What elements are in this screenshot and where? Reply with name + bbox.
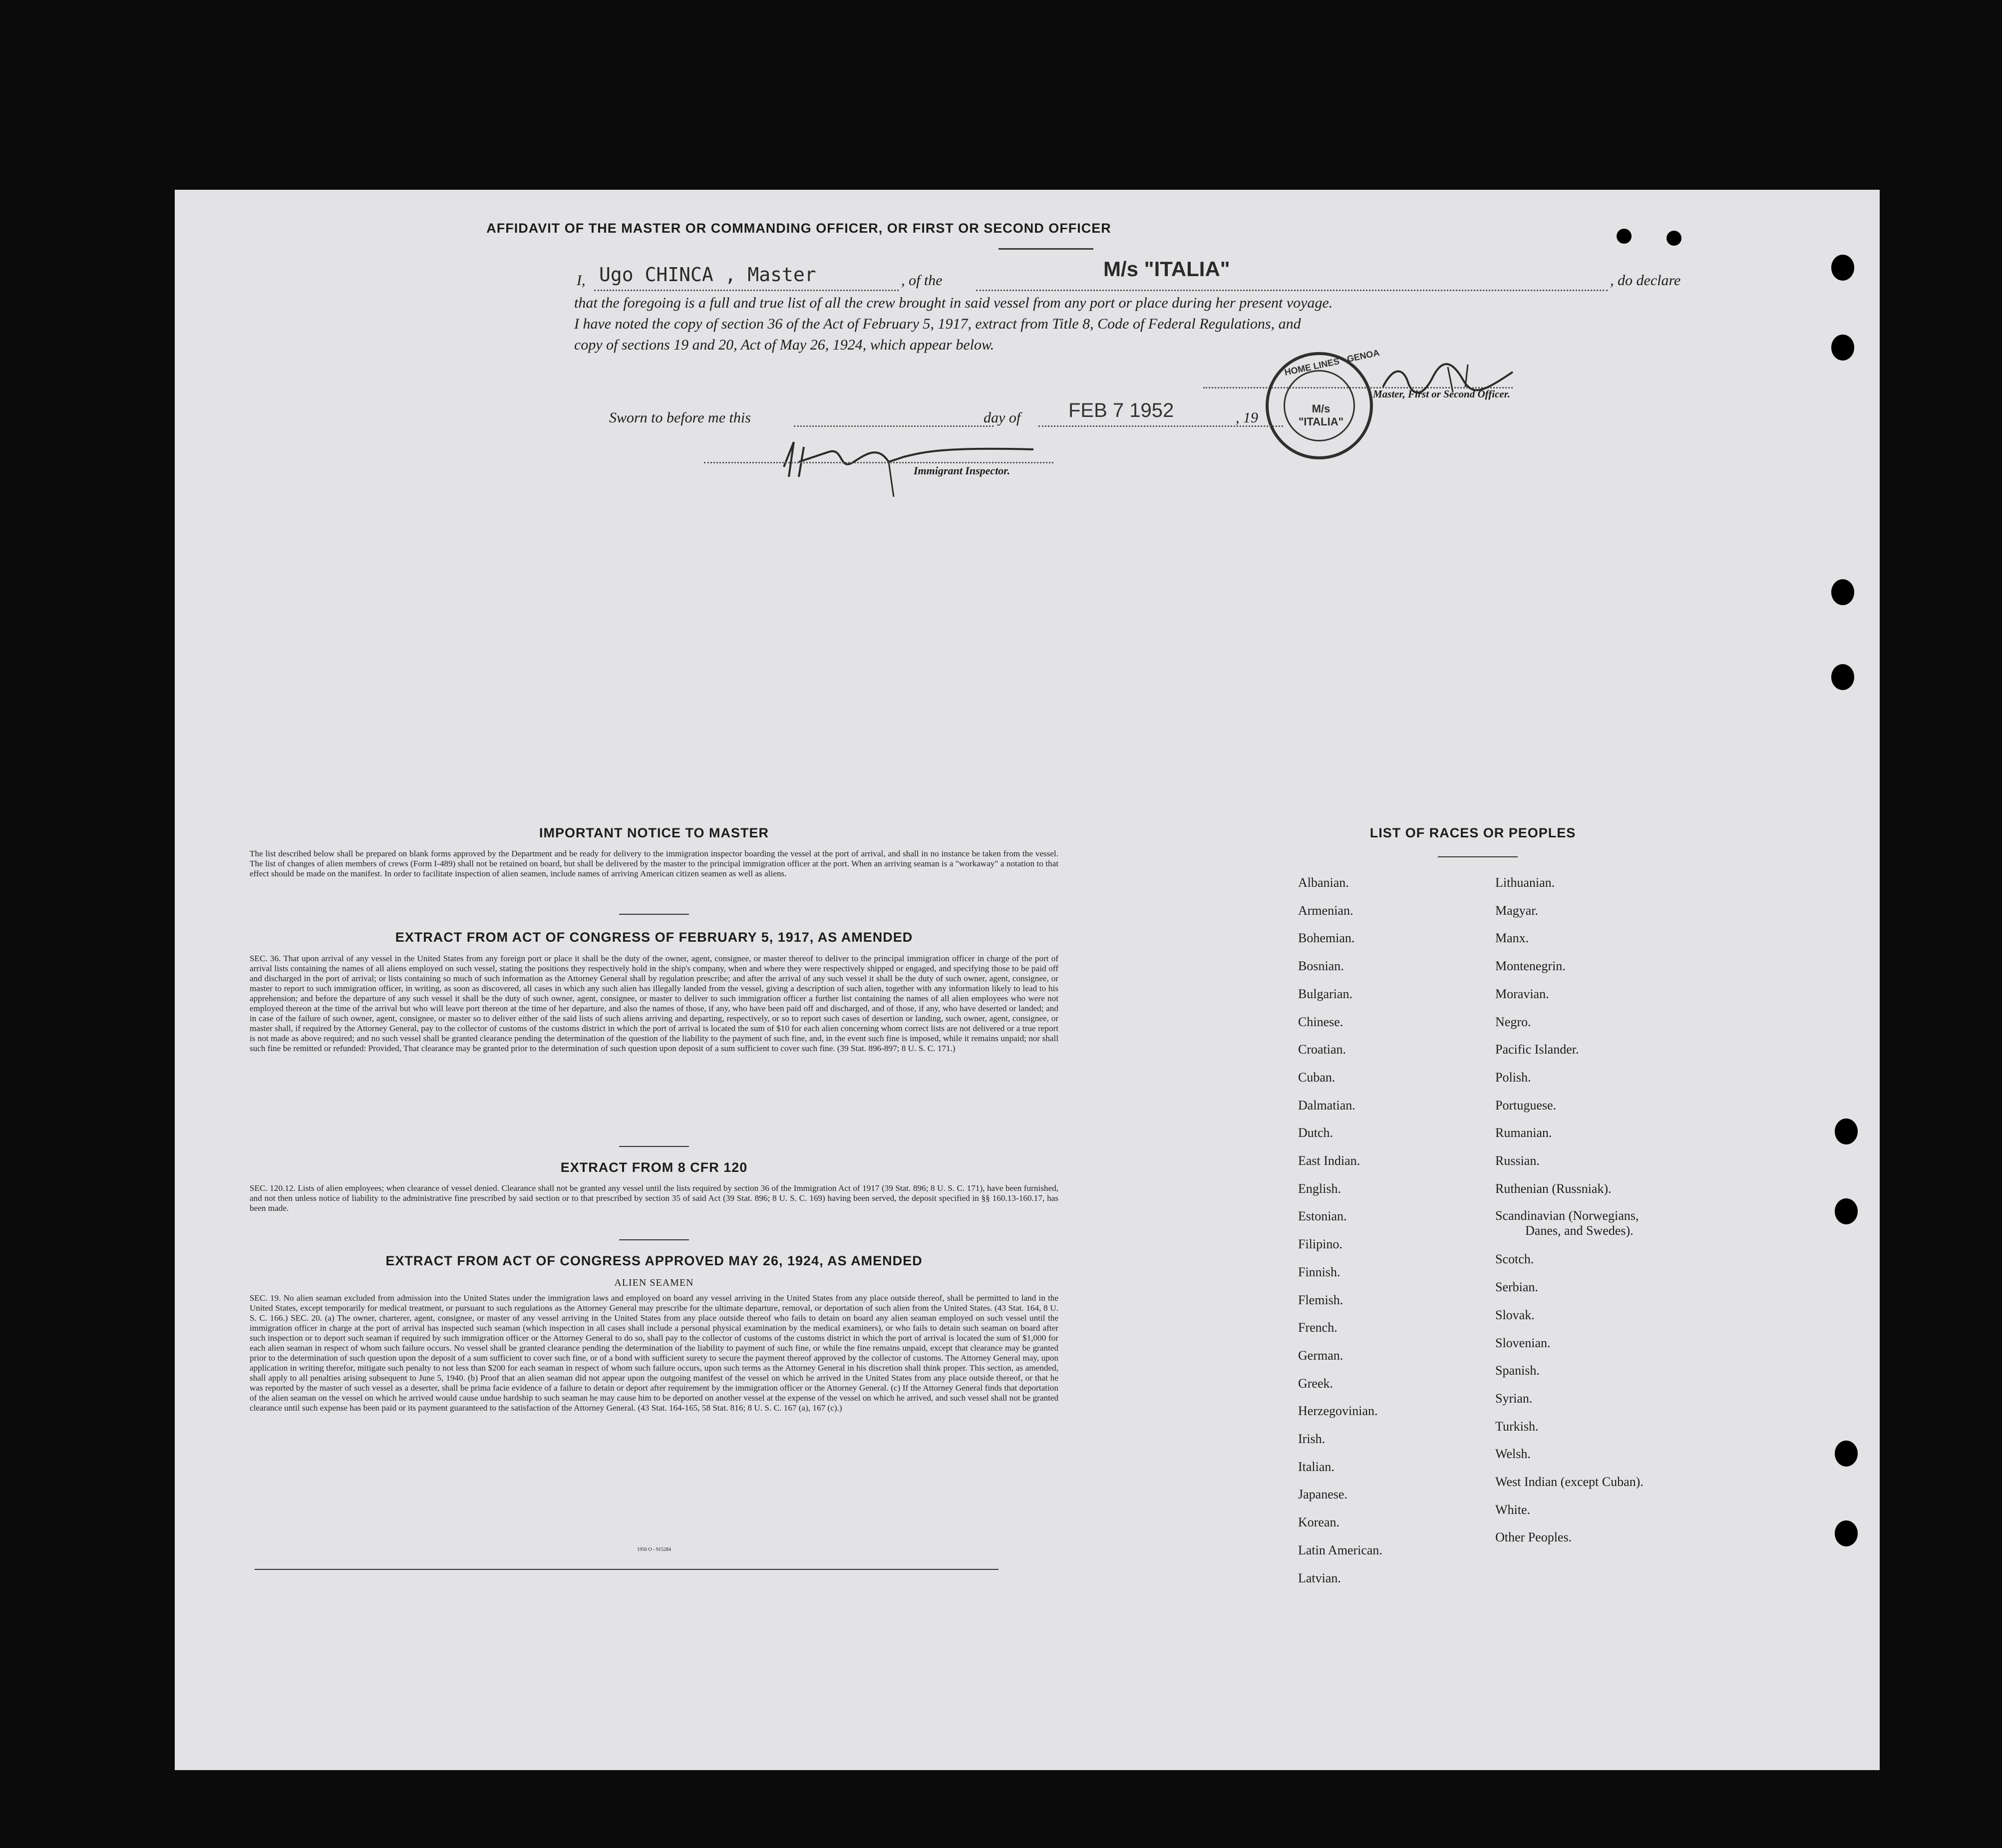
affidavit-i-label: I,: [577, 272, 586, 289]
race-item: Welsh.: [1495, 1447, 1531, 1462]
race-item: Russian.: [1495, 1153, 1540, 1168]
extract-1924-title: EXTRACT FROM ACT OF CONGRESS APPROVED MAY 26, 1924, AS AMENDED: [385, 1253, 923, 1268]
race-item: East Indian.: [1298, 1153, 1360, 1168]
notice-body: The list described below shall be prepared on blank forms approved by the Department and be ready for delivery to the immigration inspector boarding the vessel at the port of arrival, and shall in no instance be taken from the vessel. The list of changes of alien members of crews (Form I-489) shall not be retained on board, but shall be delivered by the master to the principal immigration officer at the port. When an arriving seaman is a "workaway" a notation to that effect should be made on the manifest. In order to facilitate inspection of alien seamen, include names of arriving American citizen seamen as well as aliens.: [250, 849, 1058, 878]
punch-hole: [1831, 255, 1854, 281]
punch-hole: [1835, 1441, 1858, 1467]
punch-hole: [1831, 335, 1854, 361]
race-item: Bohemian.: [1298, 931, 1355, 946]
document-page: [175, 190, 1880, 1770]
race-item: Negro.: [1495, 1014, 1531, 1029]
punch-hole: [1617, 229, 1632, 244]
race-item: Turkish.: [1495, 1419, 1539, 1434]
punch-hole: [1835, 1520, 1858, 1546]
of-the-label: , of the: [901, 272, 943, 289]
race-item: Chinese.: [1298, 1014, 1343, 1029]
punch-hole: [1835, 1118, 1858, 1144]
affidavit-title: AFFIDAVIT OF THE MASTER OR COMMANDING OFFICER, OR FIRST OR SECOND OFFICER: [486, 221, 1111, 236]
race-item: Spanish.: [1495, 1363, 1540, 1378]
extract-1924-body: SEC. 19. No alien seaman excluded from admission into the United States under the immigration laws and employed on board any vessel arriving in the United States from any place outside thereof, shall be permitted to land in the United States, except temporarily for medical treatment, or pursuant to such regulations as the Attorney General may prescribe for the ultimate departure, removal, or deportation of such alien from the United States. (43 Stat. 164, 8 U. S. C. 166.) SEC. 20. (a) The owner, charterer, agent, consignee, or master of any vessel arriving in the United States from any place outside thereof who fails to detain on board any alien seaman employed on such vessel until the immigration officer in charge at the port of arrival has inspected such seaman (which inspection in all cases shall include a personal physical examination by the medical examiners), or who fails to detain such seaman on board after such inspection or to deport such seaman if required by such immigration officer or the Attorney General to do so, shall pay to the collector of customs of the customs district in which the port of arrival is located the sum of $1,000 for each alien seaman in respect of whom such failure occurs. No vessel shall be granted clearance pending the determination of the liability to payment of such fine, or while the fine remains unpaid, except that clearance may be granted prior to the determination of such question upon the deposit of a sum sufficient to cover such fine, or of a bond with sufficient surety to secure the payment thereof approved by the collector of customs. The Attorney General may, upon application in writing therefor, mitigate such penalty to not less than $200 for each seaman in respect of whom such failure occurs, upon such terms as the Attorney General in his discretion shall think proper. This section, as amended, shall apply to all penalties arising subsequent to June 5, 1940. (b) Proof that an alien seaman did not appear upon the outgoing manifest of the vessel on which he arrived in the United States from any place outside thereof, or that he was reported by the master of such vessel as a deserter, shall be prima facie evidence of a failure to detain or deport after requirement by the immigration officer or the Attorney General. (c) If the Attorney General finds that deportation of the alien seaman on the vessel on which he arrived would cause undue hardship to such seaman he may cause him to be deported on another vessel at the expense of the vessel on which he arrived, and such vessel shall not be granted clearance until such expense has been paid or its payment guaranteed to the satisfaction of the Attorney General. (43 Stat. 164-165, 58 Stat. 816; 8 U. S. C. 167 (a), 167 (c).): [250, 1293, 1058, 1413]
extract-1924-subtitle: ALIEN SEAMEN: [614, 1277, 694, 1288]
race-item: Dutch.: [1298, 1125, 1334, 1140]
extract-1917-title: EXTRACT FROM ACT OF CONGRESS OF FEBRUARY 5, 1917, AS AMENDED: [395, 930, 913, 945]
race-item: Armenian.: [1298, 903, 1353, 918]
race-item: French.: [1298, 1320, 1337, 1335]
extract-8cfr-body: SEC. 120.12. Lists of alien employees; when clearance of vessel denied. Clearance shall not be granted any vessel until the lists required by section 36 of the Immigration Act of 1917 (39 Stat. 896; 8 U. S. C. 171), have been furnished, and not then unless notice of liability to the administrative fine prescribed by said section or to that prescribed by section 35 of said Act (39 Stat. 896; 8 U. S. C. 169) having been served, the deposit specified in §§ 160.13-160.17, has been made.: [250, 1183, 1058, 1213]
race-item: Slovak.: [1495, 1307, 1535, 1322]
punch-hole: [1831, 579, 1854, 605]
ship-seal-stamp: HOME LINES · GENOA M/s "ITALIA": [1266, 352, 1373, 459]
races-divider: [1438, 856, 1518, 857]
races-column-1: [1298, 869, 1382, 1592]
race-item: German.: [1298, 1348, 1343, 1363]
race-item: West Indian (except Cuban).: [1495, 1475, 1644, 1489]
name-blank-line: [594, 290, 899, 291]
race-item: Croatian.: [1298, 1042, 1346, 1057]
extract-1917-body: SEC. 36. That upon arrival of any vessel in the United States from any foreign port or place it shall be the duty of the owner, agent, consignee, or master thereof to deliver to the principal immigration officer in charge of the port of arrival lists containing the names of all aliens employed on such vessel, stating the positions they respectively hold in the ship's company, when and where they were respectively shipped or engaged, and specifying those to be paid off and discharged in the port of arrival; or lists containing so much of such information as the Attorney General shall by regulation prescribe; and after the arrival of any such vessel it shall be the duty of such owner, agent, consignee, or master to report to such immigration officer, in writing, as soon as discovered, all cases in which any such alien has illegally landed from the vessel, giving a description of such alien, together with any information likely to lead to his apprehension; and before the departure of any such vessel it shall be the duty of such owner, agent, consignee, or master to deliver to such immigration officer a further list containing the names of all alien employees who were not employed thereon at the time of the arrival but who will leave port thereon at the time of her departure, and also the names of those, if any, who have been paid off and discharged, and of those, if any, who have deserted or landed; and in case of the failure of such owner, agent, consignee, or master so to deliver either of the said lists of such aliens arriving and departing, respectively, or so to report such cases of desertion or landing, such owner, agent, consignee, or master shall, if required by the Attorney General, pay to the collector of customs of the customs district in which the port of arrival is located the sum of $10 for each alien concerning whom correct lists are not delivered or a true report is not made as above required; and no such vessel shall be granted clearance pending the determination of the question of the liability to the payment of such fine, and, in the event such fine is imposed, while it remains unpaid; nor shall such fine be remitted or refunded: Provided, That clearance may be granted prior to the determination of such question upon deposit of a sum sufficient to cover such fine. (39 Stat. 896-897; 8 U. S. C. 171.): [250, 954, 1058, 1053]
bottom-rule: [255, 1569, 999, 1570]
year-suffix: , 19: [1236, 409, 1258, 426]
race-item: Japanese.: [1298, 1487, 1347, 1502]
punch-hole: [1667, 231, 1681, 246]
race-item: Pacific Islander.: [1495, 1042, 1579, 1057]
race-item: Ruthenian (Russniak).: [1495, 1181, 1612, 1196]
sworn-date-stamp: FEB 7 1952: [1068, 399, 1174, 421]
race-item: Scandinavian (Norwegians,: [1495, 1208, 1639, 1223]
punch-hole: [1831, 664, 1854, 690]
affidavit-line-3: I have noted the copy of section 36 of the Act of February 5, 1917, extract from Title 8, Code of Federal Regulations, and: [574, 316, 1301, 332]
do-declare-label: , do declare: [1610, 272, 1681, 289]
race-item: Korean.: [1298, 1515, 1340, 1530]
extract-8cfr-title: EXTRACT FROM 8 CFR 120: [560, 1160, 748, 1175]
races-title: LIST OF RACES OR PEOPLES: [1369, 825, 1576, 840]
race-item: Finnish.: [1298, 1264, 1340, 1279]
race-item: Moravian.: [1495, 986, 1549, 1001]
race-item: Greek.: [1298, 1376, 1334, 1391]
race-item: Latin American.: [1298, 1542, 1382, 1557]
race-item: Manx.: [1495, 931, 1529, 946]
race-item: Irish.: [1298, 1432, 1326, 1447]
notice-title: IMPORTANT NOTICE TO MASTER: [539, 825, 769, 840]
race-item: Latvian.: [1298, 1570, 1341, 1585]
inspector-label: Immigrant Inspector.: [914, 464, 1010, 477]
title-divider: [999, 248, 1093, 250]
race-item: Lithuanian.: [1495, 875, 1555, 890]
race-item: Herzegovinian.: [1298, 1404, 1378, 1419]
race-item: Slovenian.: [1495, 1335, 1551, 1350]
race-item: Albanian.: [1298, 875, 1349, 890]
races-column-2: [1495, 869, 1644, 1551]
race-item: Rumanian.: [1495, 1125, 1552, 1140]
race-item: Scotch.: [1495, 1252, 1534, 1267]
punch-hole: [1835, 1198, 1858, 1224]
sworn-label: Sworn to before me this: [609, 409, 751, 426]
race-item: Estonian.: [1298, 1209, 1347, 1224]
print-code: 1950 O - 915284: [637, 1547, 671, 1552]
race-item: Italian.: [1298, 1459, 1335, 1474]
race-item: Bulgarian.: [1298, 986, 1353, 1001]
race-item: English.: [1298, 1181, 1341, 1196]
day-of-label: day of: [984, 409, 1021, 426]
race-item: White.: [1495, 1502, 1531, 1517]
affidavit-line-2: that the foregoing is a full and true list of all the crew brought in said vessel from any port or place during her present voyage.: [574, 295, 1333, 311]
race-item: Magyar.: [1495, 903, 1538, 918]
master-name-handwritten: Ugo CHINCA , Master: [599, 264, 816, 286]
race-item: Dalmatian.: [1298, 1098, 1355, 1112]
race-item: Bosnian.: [1298, 959, 1344, 974]
officer-title-label: Master, First or Second Officer.: [1373, 388, 1510, 400]
vessel-name-stamped: M/s "ITALIA": [1103, 257, 1230, 281]
race-item: Montenegrin.: [1495, 959, 1566, 974]
race-item: Other Peoples.: [1495, 1530, 1572, 1545]
race-item: Polish.: [1495, 1070, 1531, 1085]
race-item: Syrian.: [1495, 1391, 1533, 1406]
race-item: Filipino.: [1298, 1237, 1342, 1252]
race-item: Cuban.: [1298, 1070, 1335, 1085]
race-item: Flemish.: [1298, 1292, 1343, 1307]
race-item: Danes, and Swedes).: [1525, 1223, 1634, 1238]
extract-8cfr-divider: [619, 1239, 689, 1240]
affidavit-line-4: copy of sections 19 and 20, Act of May 26, 1924, which appear below.: [574, 337, 995, 353]
extract-1917-divider: [619, 1146, 689, 1147]
vessel-blank-line: [976, 290, 1608, 291]
race-item: Serbian.: [1495, 1280, 1538, 1295]
inspector-signature-line: [704, 462, 1053, 463]
race-item: Portuguese.: [1495, 1098, 1557, 1112]
notice-divider: [619, 914, 689, 915]
